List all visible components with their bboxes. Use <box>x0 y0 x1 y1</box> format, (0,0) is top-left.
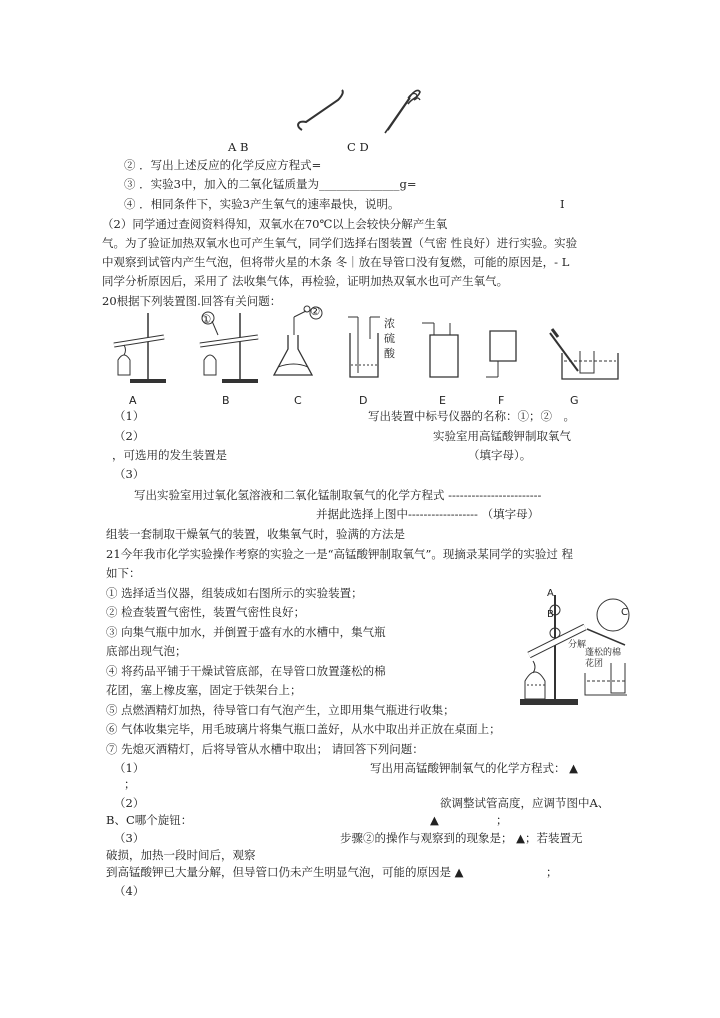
step-line: ⑦ 先熄灭酒精灯，后将导管从水槽中取出； 请回答下列问题： <box>106 742 424 756</box>
sub-question-text: 实验室用高锰酸钾制取氧气 <box>433 429 571 443</box>
figure-label-cotton: 蓬松的棉花团 <box>585 648 622 669</box>
figure-label-cd: C D <box>347 140 369 154</box>
apparatus-d <box>348 317 380 377</box>
apparatus-label-f: F <box>498 394 505 407</box>
figure-label-a: A <box>547 588 554 599</box>
reagent-label: 浓硫酸 <box>384 317 395 360</box>
sub-question-text: （填字母）。 <box>468 448 532 462</box>
step-line: ⑥ 气体收集完毕，用毛玻璃片将集气瓶口盖好，从水中取出并正放在桌面上； <box>106 722 501 736</box>
apparatus-label-e: E <box>439 394 446 407</box>
paragraph-line: 同学分析原因后，采用了 法收集气体，再检验，证明加热双氧水也可产生氧气。 <box>102 274 509 288</box>
paragraph-line: 气。为了验证加热双氧水也可产生氧气，同学们选择右图装置（气密 性良好）进行实验。实验 <box>102 236 578 250</box>
sub-question-text: 破损，加热一段时间后，观察 <box>106 848 256 862</box>
apparatus-a <box>114 313 166 383</box>
sub-question-text: ； <box>124 777 136 791</box>
sub-question-text: B、C哪个旋钮： <box>106 813 193 827</box>
marker-1: ① <box>201 312 212 326</box>
sub-question-number: （1） <box>114 761 145 775</box>
apparatus-e <box>422 323 458 377</box>
step-line: ④ 将药品平铺于干燥试管底部，在导管口放置蓬松的棉 <box>106 664 386 678</box>
question-line: ③ ．实验3中，加入的二氧化锰质量为______________g= <box>124 177 417 191</box>
apparatus-label-a: A <box>129 394 137 407</box>
apparatus-label-c: C <box>294 394 302 407</box>
step-line: 花团，塞上橡皮塞，固定于铁架台上； <box>106 683 302 697</box>
apparatus-g <box>550 329 618 379</box>
sub-question-text: ； <box>496 813 508 827</box>
tongs-shape <box>385 90 420 133</box>
question-20-title: 20根据下列装置图.回答有关问题： <box>102 294 282 308</box>
sub-question-text: ，可选用的发生装置是 <box>112 448 227 462</box>
sub-question-text: 写出实验室用过氧化氢溶液和二氧化锰制取氧气的化学方程式 ------------------------ <box>134 488 542 502</box>
figure-label-c: C <box>621 607 628 618</box>
apparatus-label-b: B <box>222 394 230 407</box>
step-line: ⑤ 点燃酒精灯加热，待导管口有气泡产生，立即用集气瓶进行收集； <box>106 703 455 717</box>
apparatus-figure <box>100 305 625 390</box>
figure-label-fen: 分解 <box>568 640 587 650</box>
question-21-intro: 如下： <box>106 566 141 580</box>
paragraph-line: （2）同学通过查阅资料得知，双氧水在70℃以上会较快分解产生氧 <box>102 217 448 231</box>
paragraph-line: 中观察到试管内产生气泡，但将带火星的木条 冬｜放在导管口没有复燃，可能的原因是，- L <box>102 255 570 269</box>
apparatus-label-g: G <box>570 394 579 407</box>
sub-question-number: （4） <box>114 884 145 898</box>
question-line: ④ ．相同条件下，实验3产生氧气的速率最快，说明。 <box>124 197 400 211</box>
sub-question-text: 写出用高锰酸钾制氧气的化学方程式： ▲ <box>370 761 578 775</box>
sub-question-number: （3） <box>114 467 145 481</box>
question-mark: I <box>560 197 565 211</box>
figure-label-b: B <box>547 609 554 620</box>
answer-mark: ▲ <box>430 813 439 827</box>
sub-question-text: 步骤②的操作与观察到的现象是； ▲；若装置无 <box>340 831 583 845</box>
apparatus-f <box>486 331 516 377</box>
step-line: ① 选择适当仪器，组装成如右图所示的实验装置； <box>106 586 363 600</box>
marker-2: ② <box>310 304 321 318</box>
sub-question-text: 并据此选择上图中------------------ （填字母） <box>316 507 540 521</box>
sub-question-number: （3） <box>114 831 145 845</box>
sub-question-text: 写出装置中标号仪器的名称：①；② 。 <box>368 409 575 423</box>
sub-question-number: （2） <box>114 429 145 443</box>
figure-label-ab: A B <box>228 140 249 154</box>
sub-question-text: 欲调整试管高度，应调节图中A、 <box>440 796 610 810</box>
sub-question-text: 组装一套制取干燥氧气的装置，收集氧气时，验满的方法是 <box>106 527 405 541</box>
sub-question-number: （2） <box>114 796 145 810</box>
apparatus-label-d: D <box>359 394 368 407</box>
question-21-intro: 21今年我市化学实验操作考察的实验之一是“高锰酸钾制取氧气”。现摘录某同学的实验过 程 <box>106 547 574 561</box>
step-line: ③ 向集气瓶中加水，并倒置于盛有水的水槽中，集气瓶 <box>106 625 386 639</box>
spoon-shape <box>298 90 343 130</box>
sub-question-text: 到高锰酸钾已大量分解，但导管口仍未产生明显气泡，可能的原因是 ▲ <box>106 865 464 879</box>
question-line: ② ．写出上述反应的化学反应方程式= <box>124 158 322 172</box>
sub-question-number: （1） <box>114 409 145 423</box>
top-figure <box>290 78 440 140</box>
step-line: 底部出现气泡； <box>106 644 187 658</box>
sub-question-text: ； <box>546 865 558 879</box>
step-line: ② 检查装置气密性，装置气密性良好； <box>106 605 306 619</box>
